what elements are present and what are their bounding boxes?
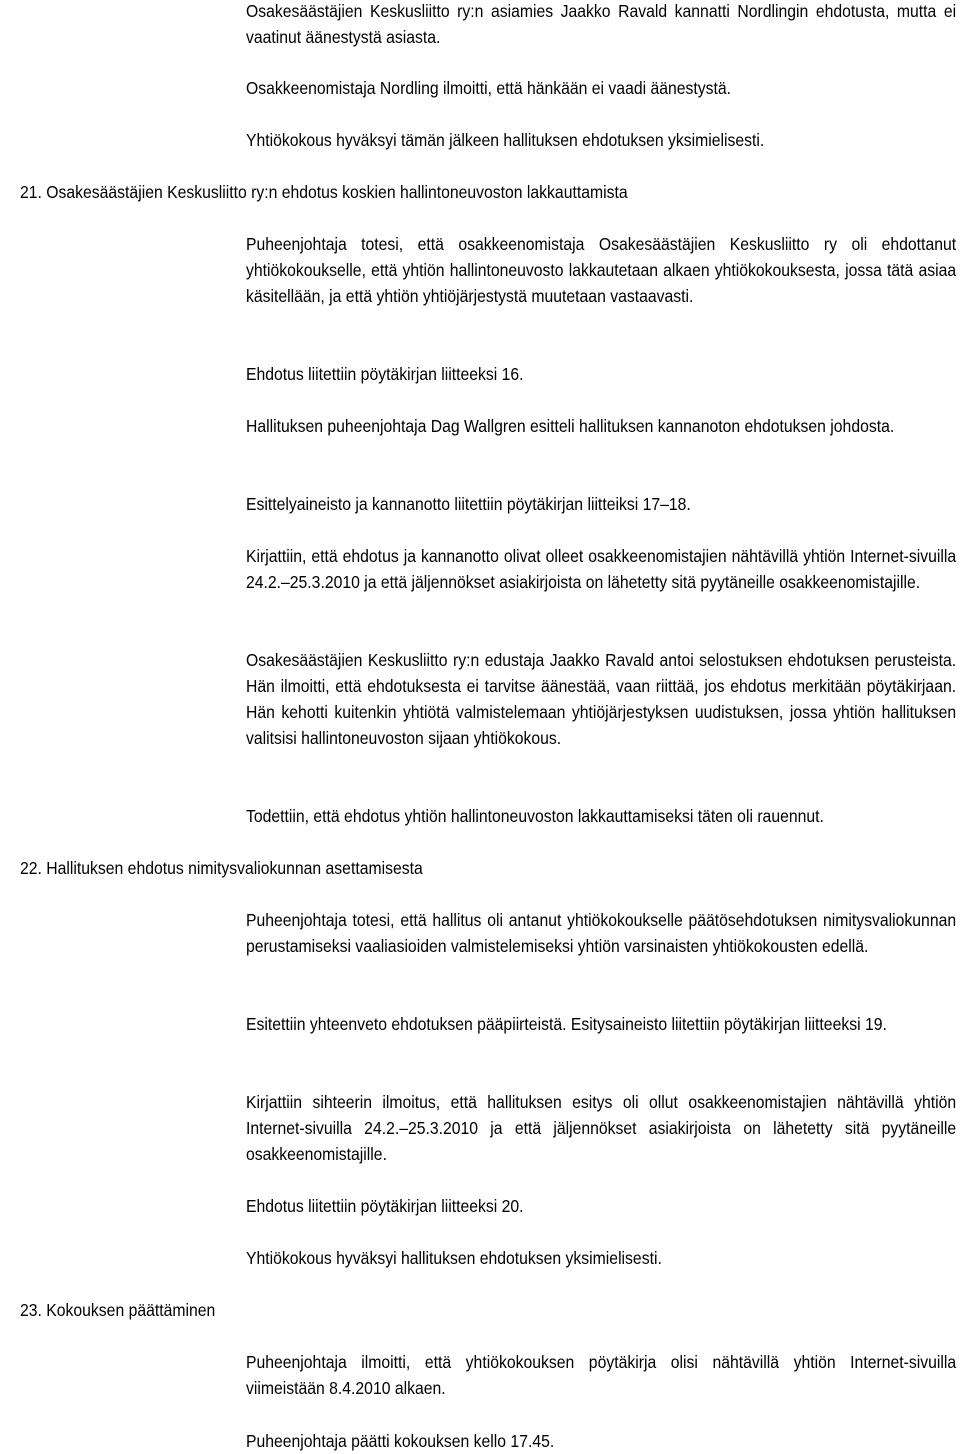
- section22-paragraph-4: Ehdotus liitettiin pöytäkirjan liitteeksi 20.: [246, 1196, 524, 1216]
- section22-paragraph-2: Esitettiin yhteenveto ehdotuksen pääpiirteistä. Esitysaineisto liitettiin pöytäkirjan liitteeksi 19.: [246, 1014, 887, 1034]
- section21-paragraph-4: Esittelyaineisto ja kannanotto liitettiin pöytäkirjan liitteiksi 17–18.: [246, 494, 691, 514]
- section21-paragraph-7: Todettiin, että ehdotus yhtiön hallintoneuvoston lakkauttamiseksi täten oli rauennut.: [246, 806, 824, 826]
- section20-paragraph-1: Osakesäästäjien Keskusliitto ry:n asiamies Jaakko Ravald kannatti Nordlingin ehdotusta, mutta ei vaatinut äänestystä asiasta.: [246, 1, 957, 47]
- section22-heading: 22. Hallituksen ehdotus nimitysvaliokunnan asettamisesta: [20, 858, 423, 878]
- section21-paragraph-2: Ehdotus liitettiin pöytäkirjan liitteeksi 16.: [246, 364, 524, 384]
- section20-paragraph-3: Yhtiökokous hyväksyi tämän jälkeen hallituksen ehdotuksen yksimielisesti.: [246, 130, 765, 150]
- section22-paragraph-1: Puheenjohtaja totesi, että hallitus oli antanut yhtiökokoukselle päätösehdotuksen nimitysvaliokunnan perustamiseksi vaaliasioiden valmistelemiseksi yhtiön varsinaisten yhtiökokousten edellä.: [246, 910, 957, 956]
- section21-heading: 21. Osakesäästäjien Keskusliitto ry:n ehdotus koskien hallintoneuvoston lakkauttamista: [20, 182, 628, 202]
- section23-paragraph-1: Puheenjohtaja ilmoitti, että yhtiökokouksen pöytäkirja olisi nähtävillä yhtiön Internet-sivuilla viimeistään 8.4.2010 alkaen.: [246, 1352, 957, 1398]
- section21-paragraph-3: Hallituksen puheenjohtaja Dag Wallgren esitteli hallituksen kannanoton ehdotuksen johdosta.: [246, 416, 895, 436]
- section22-paragraph-3: Kirjattiin sihteerin ilmoitus, että hallituksen esitys oli ollut osakkeenomistajien nähtävillä yhtiön Internet-sivuilla 24.2.–25.3.2010 ja että jäljennökset asiakirjoista on lähetetty sitä pyytäneille osakkeenomistajille.: [246, 1092, 957, 1164]
- section23-heading: 23. Kokouksen päättäminen: [20, 1300, 216, 1320]
- section23-paragraph-2: Puheenjohtaja päätti kokouksen kello 17.45.: [246, 1431, 555, 1451]
- section21-paragraph-1: Puheenjohtaja totesi, että osakkeenomistaja Osakesäästäjien Keskusliitto ry oli ehdottanut yhtiökokoukselle, että yhtiön hallintoneuvosto lakkautetaan alkaen yhtiökokouksesta, jossa tätä asiaa käsitellään, ja että yhtiön yhtiöjärjestystä muutetaan vastaavasti.: [246, 234, 957, 306]
- section21-paragraph-5: Kirjattiin, että ehdotus ja kannanotto olivat olleet osakkeenomistajien nähtävillä yhtiön Internet-sivuilla 24.2.–25.3.2010 ja että jäljennökset asiakirjoista on lähetetty sitä pyytäneille osakkeenomistajille.: [246, 546, 957, 592]
- section20-paragraph-2: Osakkeenomistaja Nordling ilmoitti, että hänkään ei vaadi äänestystä.: [246, 78, 732, 98]
- section21-paragraph-6: Osakesäästäjien Keskusliitto ry:n edustaja Jaakko Ravald antoi selostuksen ehdotuksen perusteista. Hän ilmoitti, että ehdotuksesta ei tarvitse äänestää, vaan riittää, jos ehdotus merkitään pöytäkirjaan. Hän kehotti kuitenkin yhtiötä valmistelemaan yhtiöjärjestyksen uudistuksen, jossa yhtiön hallituksen valitsisi hallintoneuvoston sijaan yhtiökokous.: [246, 650, 957, 748]
- section22-paragraph-5: Yhtiökokous hyväksyi hallituksen ehdotuksen yksimielisesti.: [246, 1248, 662, 1268]
